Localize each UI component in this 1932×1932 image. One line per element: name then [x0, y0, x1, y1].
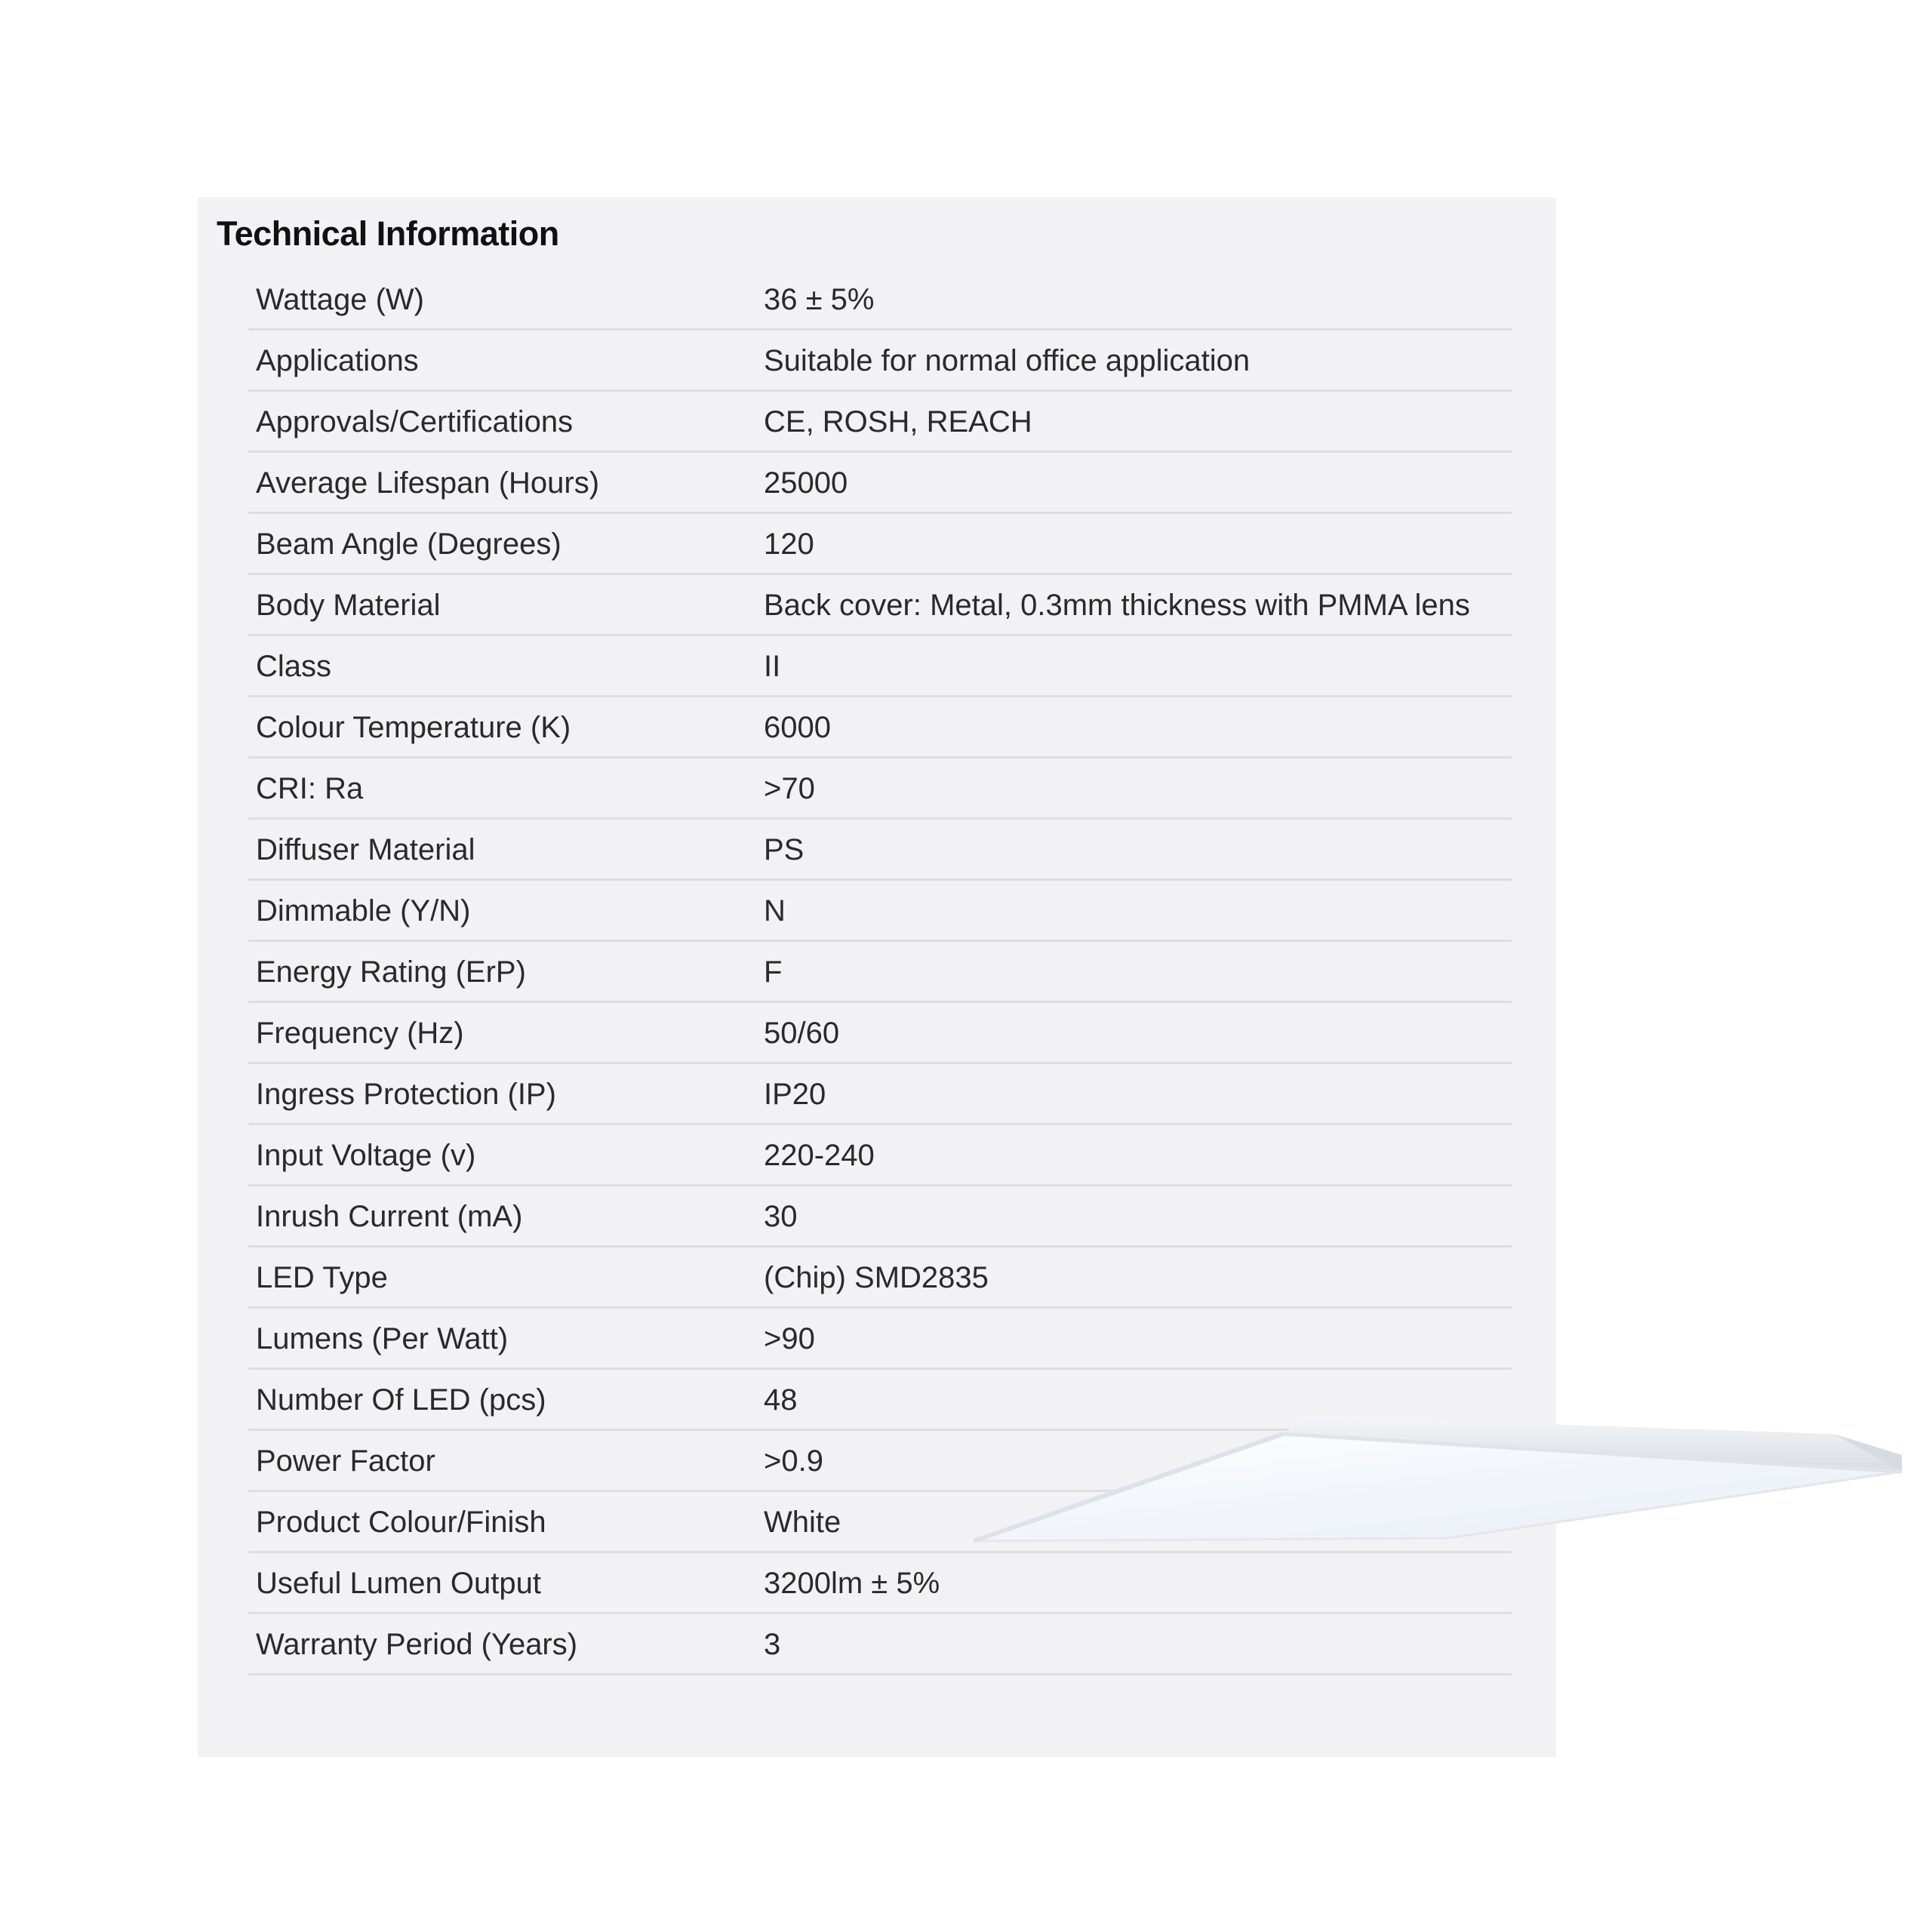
- spec-row-frequency: [248, 1003, 1512, 1064]
- spec-label: Applications: [256, 344, 419, 377]
- spec-value: 120: [764, 528, 814, 561]
- spec-value: IP20: [764, 1078, 826, 1111]
- spec-row-body-material: [248, 575, 1512, 636]
- spec-row-lifespan: [248, 453, 1512, 514]
- spec-label: CRI: Ra: [256, 772, 364, 805]
- spec-value: F: [764, 955, 783, 989]
- section-title: Technical Information: [217, 214, 559, 253]
- spec-row-dimmable: [248, 881, 1512, 942]
- spec-label: Frequency (Hz): [256, 1017, 464, 1050]
- spec-value: 36 ± 5%: [764, 283, 875, 316]
- spec-label: Useful Lumen Output: [256, 1567, 541, 1600]
- spec-label: Energy Rating (ErP): [256, 955, 526, 989]
- spec-label: Warranty Period (Years): [256, 1628, 578, 1661]
- spec-value: White: [764, 1506, 841, 1539]
- spec-value: 6000: [764, 711, 831, 744]
- spec-value: 25000: [764, 466, 848, 500]
- spec-label: Input Voltage (v): [256, 1139, 476, 1172]
- spec-label: Beam Angle (Degrees): [256, 528, 561, 561]
- spec-label: Dimmable (Y/N): [256, 894, 471, 928]
- spec-label: Class: [256, 650, 332, 683]
- spec-label: Diffuser Material: [256, 833, 475, 866]
- spec-row-cri: [248, 758, 1512, 820]
- spec-row-input-voltage: [248, 1125, 1512, 1186]
- spec-value: CE, ROSH, REACH: [764, 405, 1032, 438]
- spec-row-class: [248, 636, 1512, 697]
- spec-label: Approvals/Certifications: [256, 405, 574, 438]
- spec-label: Inrush Current (mA): [256, 1200, 523, 1233]
- spec-value: >0.9: [764, 1444, 823, 1478]
- spec-value: 3200lm ± 5%: [764, 1567, 940, 1600]
- spec-value: >70: [764, 772, 815, 805]
- spec-row-led-type: [248, 1247, 1512, 1309]
- spec-value: >90: [764, 1322, 815, 1355]
- spec-label: Body Material: [256, 589, 441, 622]
- spec-row-lumens-per-watt: [248, 1309, 1512, 1370]
- spec-row-energy-rating: [248, 942, 1512, 1003]
- spec-value: 30: [764, 1200, 798, 1233]
- spec-row-approvals: [248, 392, 1512, 453]
- spec-value: Back cover: Metal, 0.3mm thickness with PMMA lens: [764, 589, 1470, 622]
- spec-label: Ingress Protection (IP): [256, 1078, 556, 1111]
- spec-label: Number Of LED (pcs): [256, 1383, 546, 1417]
- spec-row-useful-lumen-output: [248, 1553, 1512, 1614]
- spec-label: Lumens (Per Watt): [256, 1322, 509, 1355]
- spec-label: Power Factor: [256, 1444, 435, 1478]
- spec-row-inrush-current: [248, 1186, 1512, 1247]
- spec-row-diffuser-material: [248, 820, 1512, 881]
- spec-value: (Chip) SMD2835: [764, 1261, 989, 1294]
- led-panel-light-image: [974, 1411, 1909, 1547]
- spec-row-wattage: [248, 269, 1512, 331]
- spec-label: Colour Temperature (K): [256, 711, 571, 744]
- spec-label: LED Type: [256, 1261, 388, 1294]
- spec-row-applications: [248, 331, 1512, 392]
- spec-row-colour-temperature: [248, 697, 1512, 758]
- spec-label: Average Lifespan (Hours): [256, 466, 600, 500]
- spec-row-ingress-protection: [248, 1064, 1512, 1125]
- spec-value: N: [764, 894, 786, 928]
- spec-label: Product Colour/Finish: [256, 1506, 546, 1539]
- spec-value: II: [764, 650, 781, 683]
- spec-row-warranty-period: [248, 1614, 1512, 1675]
- spec-label: Wattage (W): [256, 283, 424, 316]
- spec-value: PS: [764, 833, 804, 866]
- spec-value: 50/60: [764, 1017, 840, 1050]
- spec-value: Suitable for normal office application: [764, 344, 1251, 377]
- spec-row-beam-angle: [248, 514, 1512, 575]
- spec-value: 220-240: [764, 1139, 875, 1172]
- spec-value: 3: [764, 1628, 781, 1661]
- spec-value: 48: [764, 1383, 798, 1417]
